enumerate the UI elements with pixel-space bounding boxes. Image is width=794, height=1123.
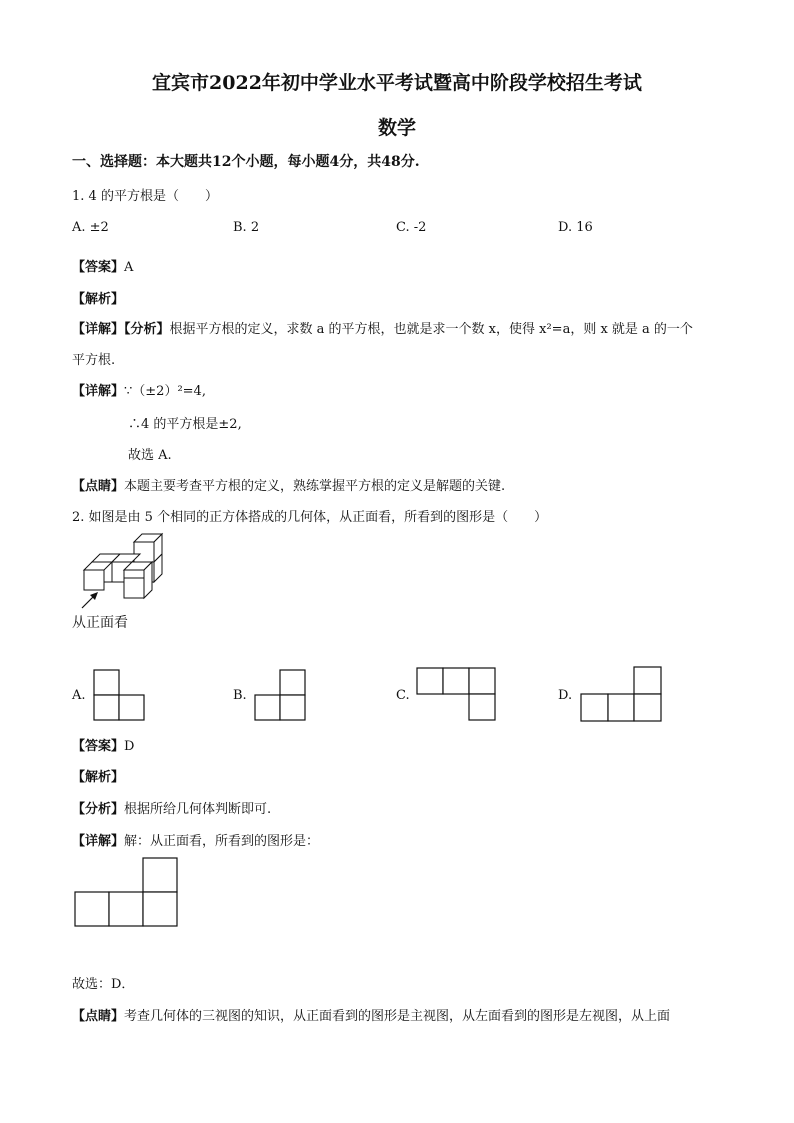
- q2-analysis-tag2: 【分析】: [72, 802, 125, 817]
- q1-detail1-tag: 【详解】【分析】: [72, 322, 170, 337]
- q2-comment-tag: 【点睛】: [72, 1009, 125, 1024]
- q1-detail2-line2: ∴4 的平方根是±2,: [128, 417, 242, 432]
- q2-option-a-label: A.: [72, 688, 86, 703]
- q2-option-a-figure: [93, 669, 145, 721]
- q1-detail1-line: [72, 318, 693, 337]
- q2-option-c-figure: [416, 667, 498, 722]
- q1-comment-tag: 【点睛】: [72, 479, 125, 494]
- document-title: 宜宾市2022年初中学业水平考试暨高中阶段学校招生考试: [152, 72, 642, 94]
- q2-option-b-figure: [254, 669, 306, 721]
- subject-title: 数学: [377, 117, 416, 139]
- q1-comment-text: 本题主要考查平方根的定义，熟练掌握平方根的定义是解题的关键.: [124, 479, 506, 494]
- q2-answer: D: [124, 739, 135, 754]
- q1-option-b: B. 2: [233, 220, 260, 235]
- q1-detail2-text: ∵（±2）²=4,: [124, 384, 206, 399]
- q2-option-c-label: C.: [396, 688, 410, 703]
- q2-choose: 故选：D．: [72, 977, 135, 992]
- q1-option-c: C. -2: [396, 220, 427, 235]
- q2-comment-text: 考查几何体的三视图的知识，从正面看到的图形是主视图，从左面看到的图形是左视图，从上面: [124, 1009, 671, 1024]
- q2-option-b-label: B.: [233, 688, 247, 703]
- q2-detail-tag: 【详解】: [72, 834, 125, 849]
- q2-comment-line: [72, 1005, 670, 1024]
- q2-analysis-text: 根据所给几何体判断即可.: [124, 802, 272, 817]
- q1-answer-tag: 【答案】: [72, 260, 125, 275]
- q2-answer-tag: 【答案】: [72, 739, 125, 754]
- q2-option-d-figure: [580, 666, 663, 722]
- section-heading: 一、选择题：本大题共12个小题，每小题4分，共48分.: [72, 154, 420, 170]
- q2-detail-line: [72, 830, 319, 849]
- q1-answer: A: [124, 260, 134, 275]
- q2-analysis-tag: 【解析】: [72, 770, 125, 785]
- q2-stem: 2. 如图是由 5 个相同的正方体搭成的几何体，从正面看，所看到的图形是（ ）: [72, 510, 548, 525]
- q1-detail2-line: [72, 380, 206, 399]
- q1-analysis-tag: 【解析】: [72, 292, 125, 307]
- q1-comment-line: [72, 475, 505, 494]
- q1-detail1-text: 根据平方根的定义，求数 a 的平方根，也就是求一个数 x，使得 x²=a，则 x 就是 a 的一个: [169, 322, 693, 337]
- q1-detail2-tag: 【详解】: [72, 384, 125, 399]
- q1-stem: 1. 4 的平方根是（ ）: [72, 189, 218, 204]
- q2-analysis-line: [72, 798, 271, 817]
- cube-stack-figure: [74, 530, 174, 610]
- figure-caption: 从正面看: [72, 615, 128, 631]
- q2-answer-line: [72, 735, 134, 754]
- q2-option-d-label: D.: [558, 688, 573, 703]
- q1-option-d: D. 16: [558, 220, 593, 235]
- q1-detail2-line3: 故选 A.: [128, 448, 172, 463]
- q1-option-a: A. ±2: [72, 220, 109, 235]
- q1-answer-line: [72, 256, 133, 275]
- q1-detail1-cont: 平方根.: [72, 353, 116, 368]
- q2-detail-text: 解：从正面看，所看到的图形是：: [124, 834, 320, 849]
- q2-solution-figure: [74, 857, 180, 929]
